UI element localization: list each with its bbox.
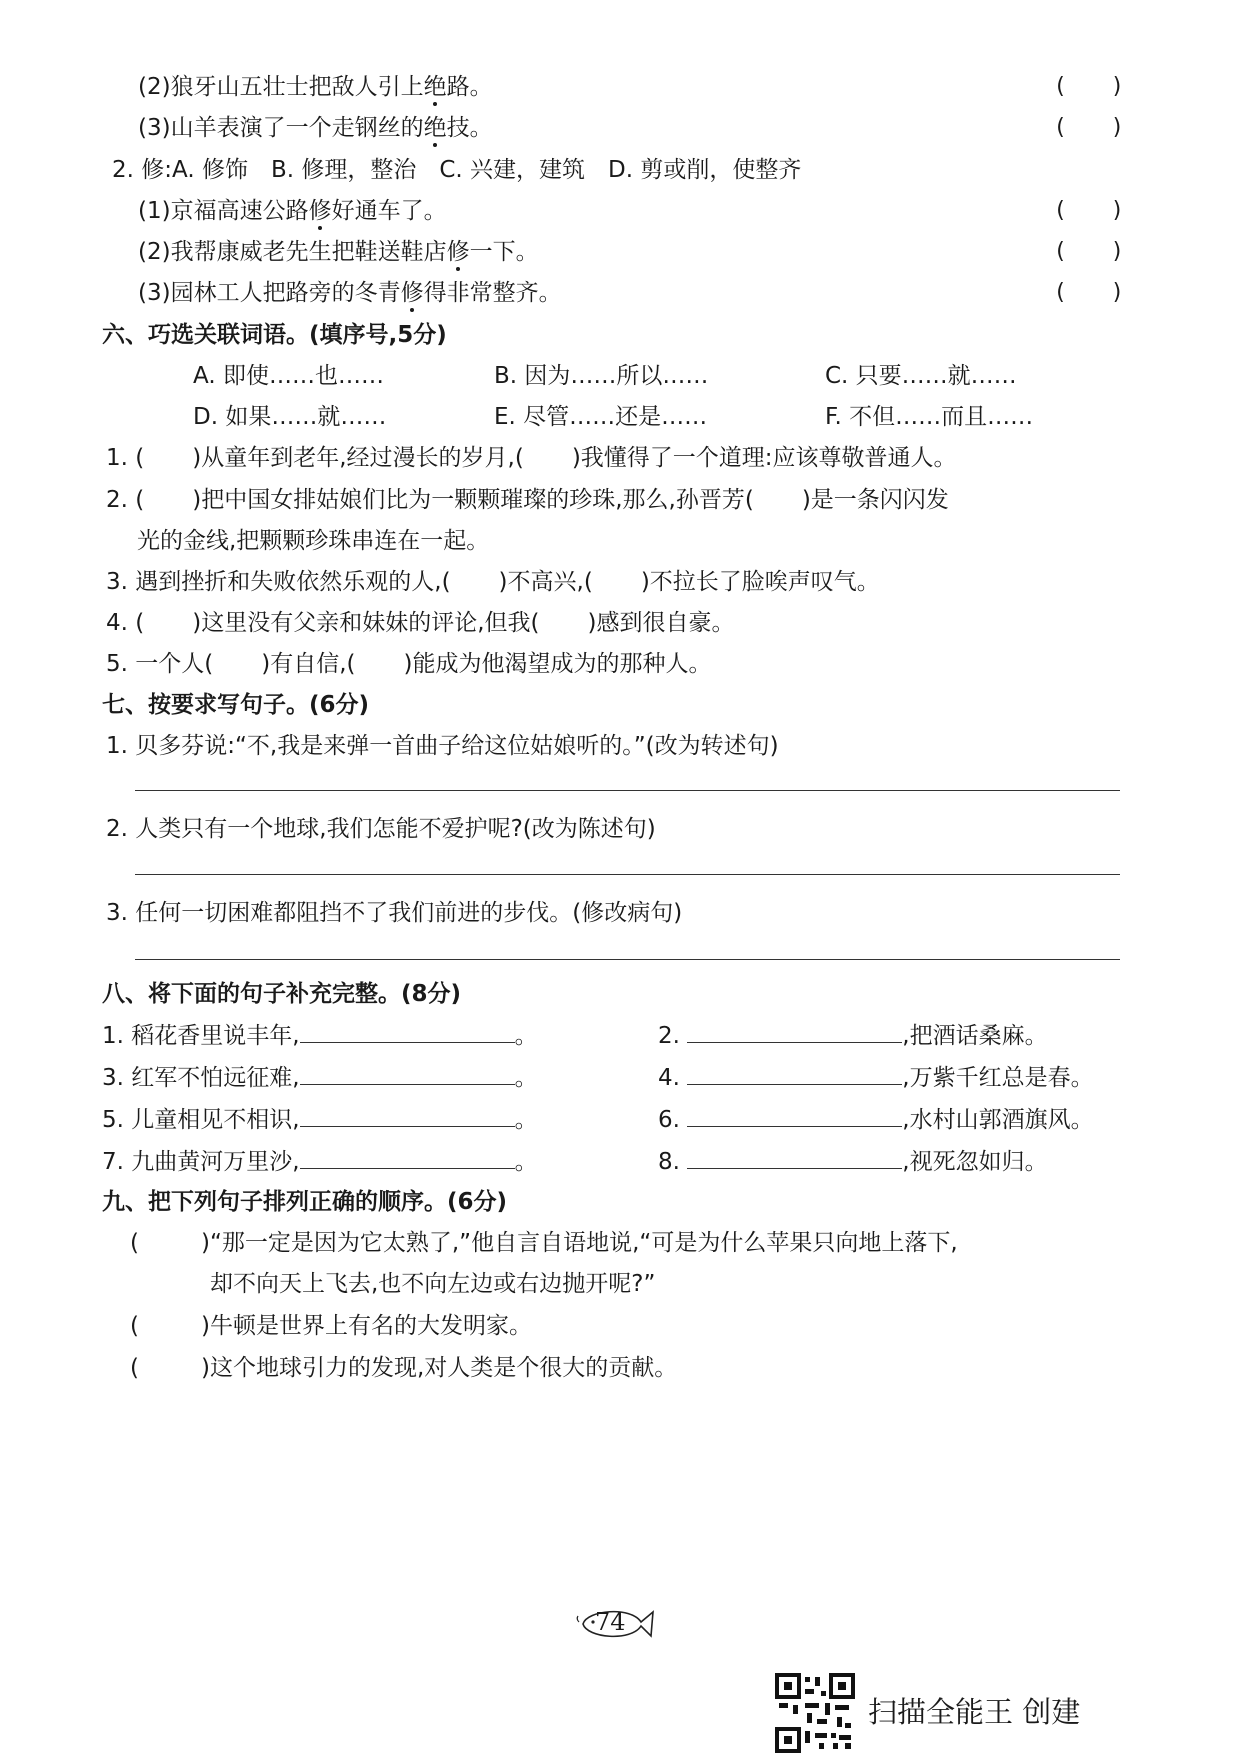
section-7-heading: 七、按要求写句子。(6分) bbox=[102, 692, 370, 718]
section-8-heading: 八、将下面的句子补充完整。(8分) bbox=[102, 981, 462, 1007]
q6-5: 5. 一个人( )有自信,( )能成为他渴望成为的那种人。 bbox=[106, 651, 712, 677]
q8-3: 3. 红军不怕远征难, 。 bbox=[102, 1062, 538, 1093]
fill-blank[interactable] bbox=[687, 1146, 902, 1169]
option-b: B. 因为……所以…… bbox=[494, 363, 709, 389]
emphasis-dot-char: 绝 bbox=[423, 74, 447, 100]
answer-paren[interactable]: ( ) bbox=[1053, 115, 1124, 140]
fill-blank[interactable] bbox=[300, 1062, 515, 1085]
fill-blank[interactable] bbox=[687, 1020, 902, 1043]
q9-b: ( )牛顿是世界上有名的大发明家。 bbox=[130, 1313, 532, 1339]
fill-blank[interactable] bbox=[687, 1104, 902, 1127]
qr-code-icon bbox=[775, 1673, 855, 1753]
answer-line[interactable] bbox=[135, 959, 1120, 960]
fill-blank[interactable] bbox=[687, 1062, 902, 1085]
q7-1: 1. 贝多芬说:“不,我是来弹一首曲子给这位姑娘听的。”(改为转述句) bbox=[106, 733, 779, 759]
emphasis-dot-char: 绝 bbox=[423, 115, 447, 141]
q5-2-item-3: (3)园林工人把路旁的冬青修得非常整齐。 bbox=[138, 280, 562, 306]
answer-paren[interactable]: ( ) bbox=[1053, 198, 1124, 223]
option-e: E. 尽管……还是…… bbox=[494, 404, 708, 430]
q8-6: 6. ,水村山郭酒旗风。 bbox=[658, 1104, 1094, 1135]
q7-3: 3. 任何一切困难都阻挡不了我们前进的步伐。(修改病句) bbox=[106, 900, 683, 926]
q9-c: ( )这个地球引力的发现,对人类是个很大的贡献。 bbox=[130, 1355, 678, 1381]
emphasis-dot-char: 修 bbox=[446, 239, 470, 265]
answer-line[interactable] bbox=[135, 790, 1120, 791]
q8-8: 8. ,视死忽如归。 bbox=[658, 1146, 1048, 1177]
answer-paren[interactable]: ( ) bbox=[1053, 74, 1124, 99]
section-9-heading: 九、把下列句子排列正确的顺序。(6分) bbox=[102, 1189, 508, 1215]
answer-paren[interactable]: ( ) bbox=[1053, 280, 1124, 305]
q5-item-2: (2)狼牙山五壮士把敌人引上绝路。 bbox=[138, 74, 493, 100]
q8-2: 2. ,把酒话桑麻。 bbox=[658, 1020, 1048, 1051]
q9-a: ( )“那一定是因为它太熟了,”他自言自语地说,“可是为什么苹果只向地上落下, bbox=[130, 1230, 958, 1256]
answer-paren[interactable]: ( ) bbox=[1053, 239, 1124, 264]
q8-4: 4. ,万紫千红总是春。 bbox=[658, 1062, 1094, 1093]
q8-1: 1. 稻花香里说丰年, 。 bbox=[102, 1020, 538, 1051]
option-a: A. 即使……也…… bbox=[193, 363, 384, 389]
q6-2: 2. ( )把中国女排姑娘们比为一颗颗璀璨的珍珠,那么,孙晋芳( )是一条闪闪发 bbox=[106, 487, 949, 513]
option-d: D. 如果……就…… bbox=[193, 404, 387, 430]
option-f: F. 不但……而且…… bbox=[825, 404, 1034, 430]
emphasis-dot-char: 修 bbox=[400, 280, 424, 306]
fill-blank[interactable] bbox=[300, 1146, 515, 1169]
q6-2-cont: 光的金线,把颗颗珍珠串连在一起。 bbox=[137, 528, 490, 554]
fill-blank[interactable] bbox=[300, 1104, 515, 1127]
page-number-badge bbox=[573, 1602, 659, 1646]
q5-2-item-1: (1)京福高速公路修好通车了。 bbox=[138, 198, 447, 224]
emphasis-dot-char: 修 bbox=[308, 198, 332, 224]
q5-item-3: (3)山羊表演了一个走钢丝的绝技。 bbox=[138, 115, 493, 141]
option-c: C. 只要……就…… bbox=[825, 363, 1017, 389]
fill-blank[interactable] bbox=[300, 1020, 515, 1043]
section-6-heading: 六、巧选关联词语。(填序号,5分) bbox=[102, 322, 447, 348]
q5-2-item-2: (2)我帮康威老先生把鞋送鞋店修一下。 bbox=[138, 239, 539, 265]
q8-7: 7. 九曲黄河万里沙, 。 bbox=[102, 1146, 538, 1177]
q5-2-title: 2. 修:A. 修饰 B. 修理，整治 C. 兴建，建筑 D. 剪或削，使整齐 bbox=[112, 157, 802, 183]
q6-4: 4. ( )这里没有父亲和妹妹的评论,但我( )感到很自豪。 bbox=[106, 610, 735, 636]
q6-1: 1. ( )从童年到老年,经过漫长的岁月,( )我懂得了一个道理:应该尊敬普通人。 bbox=[106, 445, 957, 471]
scanner-brand-text: 扫描全能王 创建 bbox=[868, 1695, 1081, 1729]
answer-line[interactable] bbox=[135, 874, 1120, 875]
q8-5: 5. 儿童相见不相识, 。 bbox=[102, 1104, 538, 1135]
q6-3: 3. 遇到挫折和失败依然乐观的人,( )不高兴,( )不拉长了脸唉声叹气。 bbox=[106, 569, 880, 595]
q7-2: 2. 人类只有一个地球,我们怎能不爱护呢?(改为陈述句) bbox=[106, 816, 656, 842]
page-number: 74 bbox=[595, 1608, 626, 1636]
q9-a-cont: 却不向天上飞去,也不向左边或右边抛开呢?” bbox=[210, 1271, 656, 1297]
